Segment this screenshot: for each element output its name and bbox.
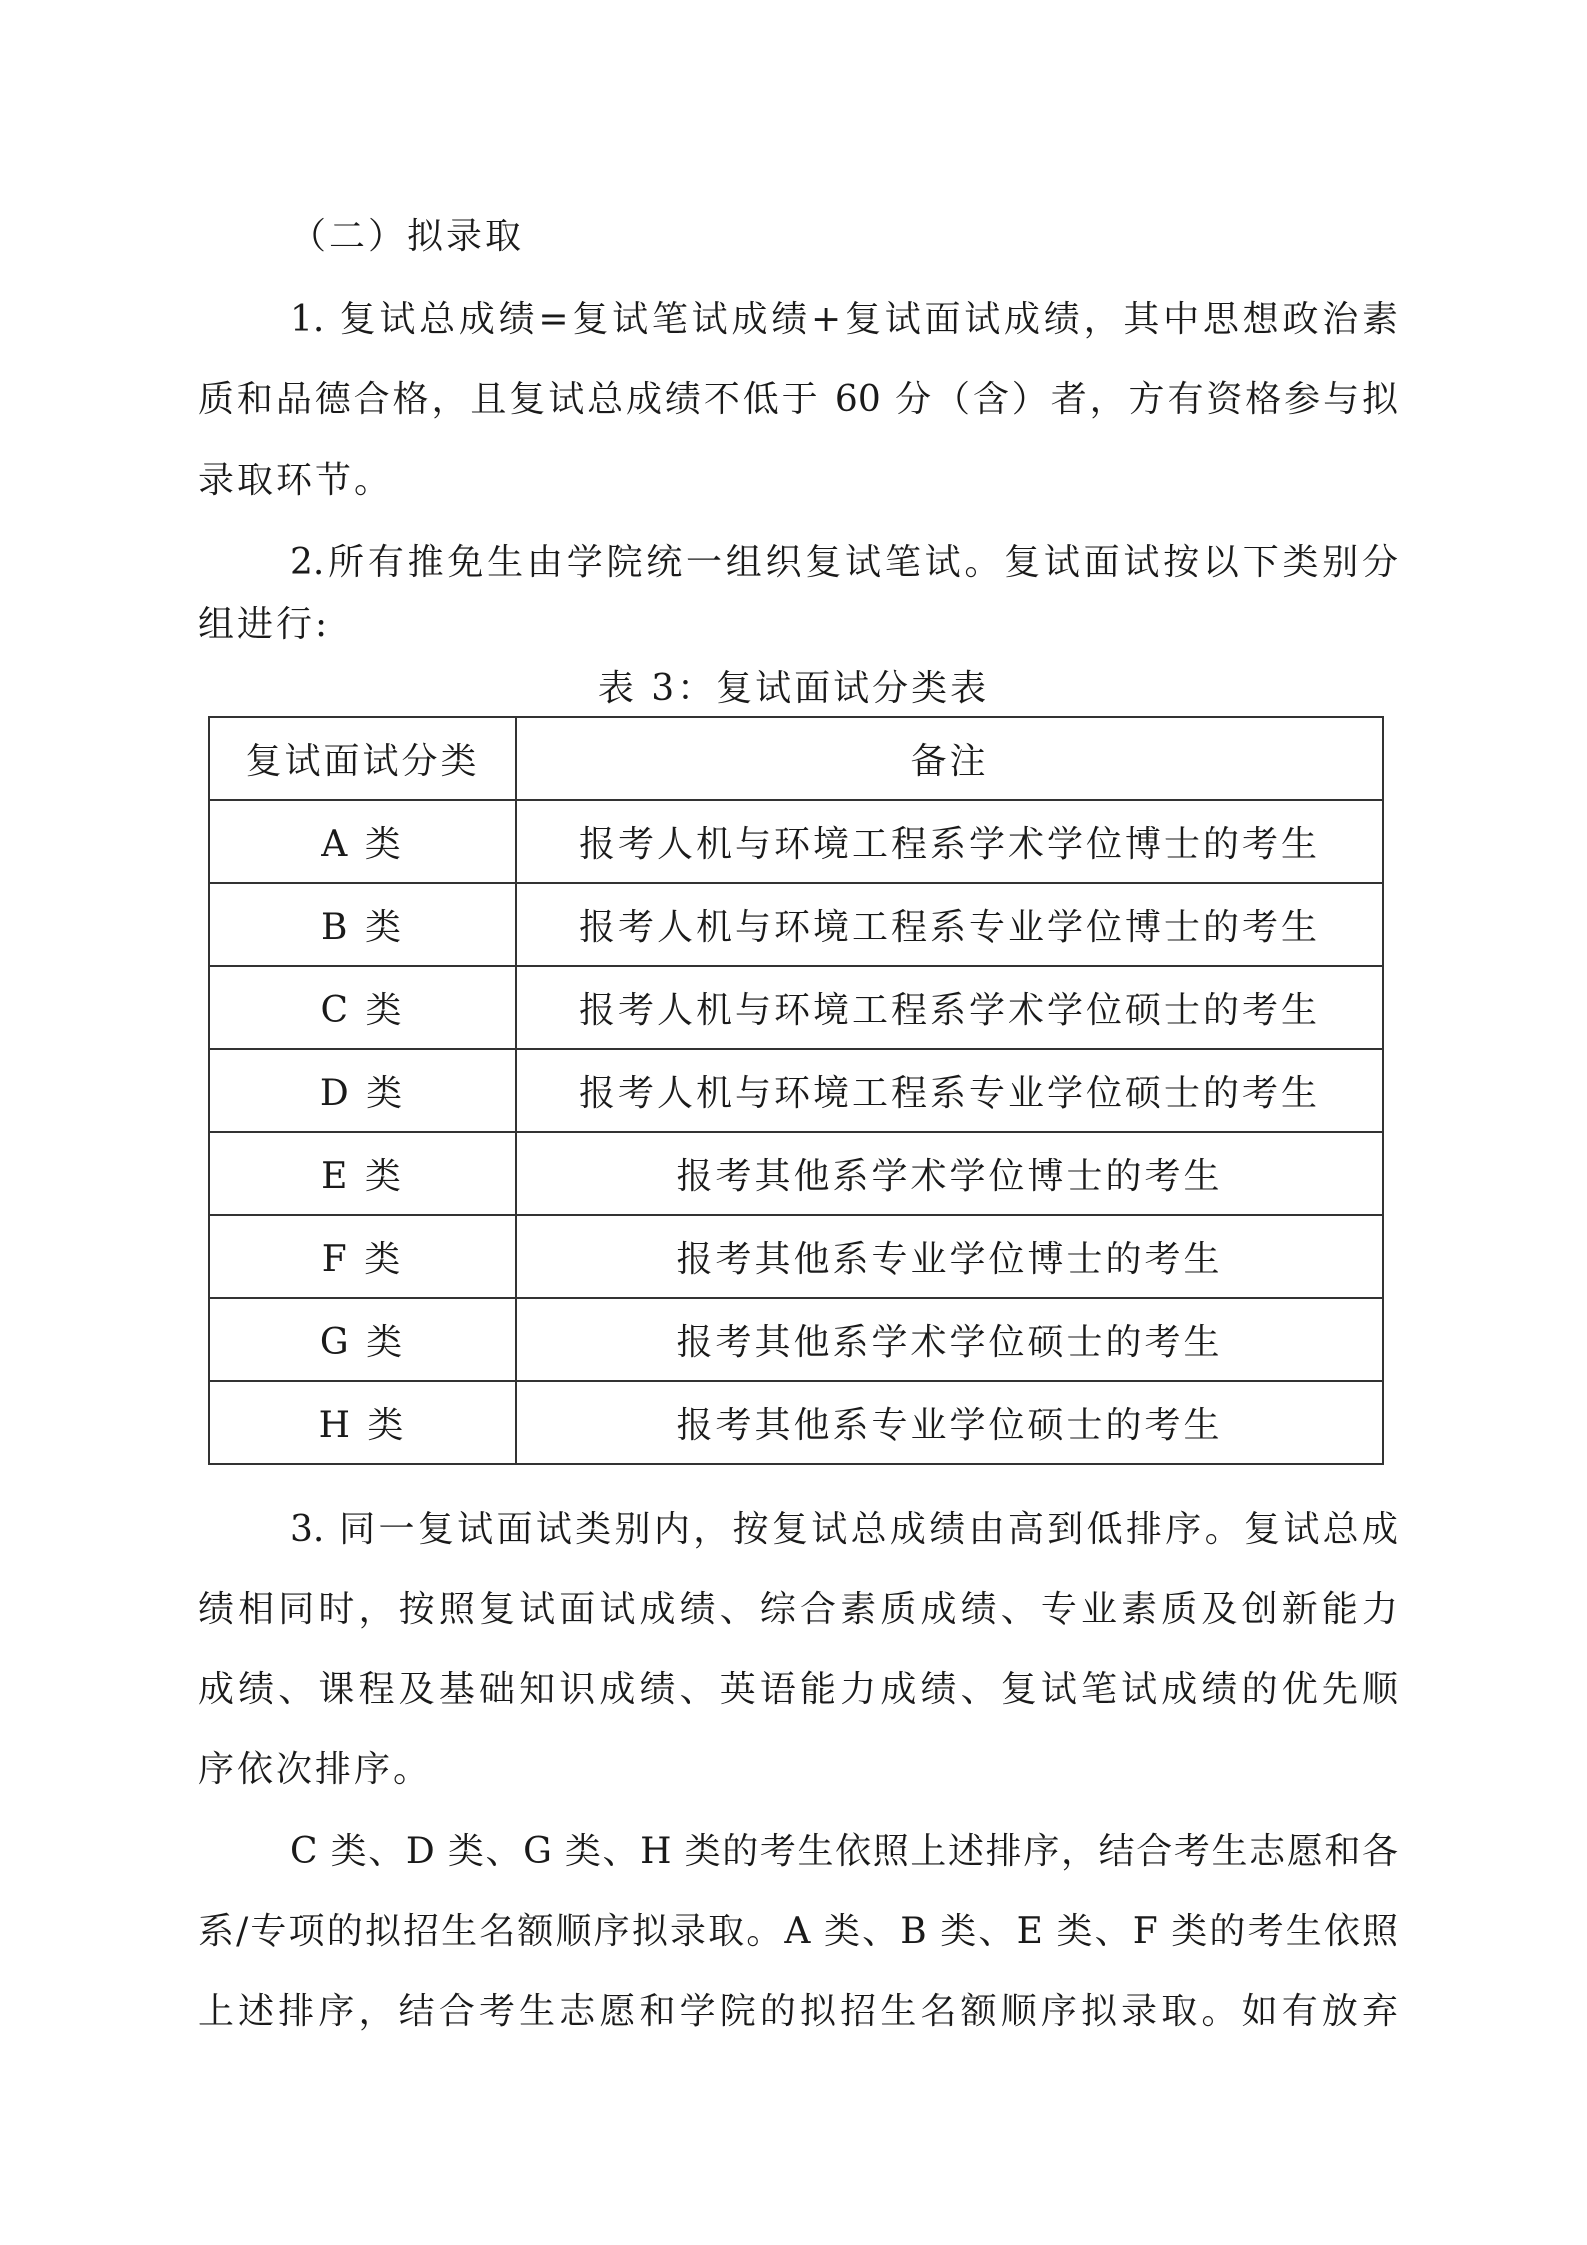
category-cell: G 类 [209, 1298, 516, 1381]
table-caption: 表 3：复试面试分类表 [597, 668, 990, 709]
table-row [209, 1049, 1383, 1132]
table-row [209, 966, 1383, 1049]
paragraph-1-line-3: 录取环节。 [198, 460, 394, 501]
header-remarks: 备注 [516, 717, 1383, 800]
section-heading: （二）拟录取 [290, 216, 525, 257]
remarks-cell: 报考其他系专业学位博士的考生 [516, 1215, 1383, 1298]
table-row [209, 800, 1383, 883]
remarks-cell: 报考人机与环境工程系专业学位博士的考生 [516, 883, 1383, 966]
paragraph-1-line-2: 质和品德合格，且复试总成绩不低于 60 分（含）者，方有资格参与拟 [198, 379, 1398, 420]
category-cell: C 类 [209, 966, 516, 1049]
remarks-cell: 报考其他系学术学位硕士的考生 [516, 1298, 1383, 1381]
interview-category-table [208, 716, 1384, 1465]
category-cell: D 类 [209, 1049, 516, 1132]
header-category: 复试面试分类 [209, 717, 516, 800]
paragraph-4-line-2: 系/专项的拟招生名额顺序拟录取。A 类、B 类、E 类、F 类的考生依照 [198, 1911, 1398, 1952]
category-cell: A 类 [209, 800, 516, 883]
paragraph-3-line-4: 序依次排序。 [198, 1749, 433, 1790]
category-cell: F 类 [209, 1215, 516, 1298]
table-row [209, 1132, 1383, 1215]
table-row [209, 1298, 1383, 1381]
paragraph-2-line-1: 2.所有推免生由学院统一组织复试笔试。复试面试按以下类别分 [290, 542, 1398, 583]
category-cell: B 类 [209, 883, 516, 966]
table-row [209, 1215, 1383, 1298]
table-row [209, 1381, 1383, 1464]
remarks-cell: 报考人机与环境工程系学术学位博士的考生 [516, 800, 1383, 883]
remarks-cell: 报考其他系学术学位博士的考生 [516, 1132, 1383, 1215]
table-header-row [209, 717, 1383, 800]
paragraph-3-line-3: 成绩、课程及基础知识成绩、英语能力成绩、复试笔试成绩的优先顺 [198, 1669, 1398, 1710]
paragraph-4-line-1: C 类、D 类、G 类、H 类的考生依照上述排序，结合考生志愿和各 [290, 1831, 1398, 1872]
category-cell: H 类 [209, 1381, 516, 1464]
table-row [209, 883, 1383, 966]
category-cell: E 类 [209, 1132, 516, 1215]
paragraph-3-line-2: 绩相同时，按照复试面试成绩、综合素质成绩、专业素质及创新能力 [198, 1589, 1398, 1630]
remarks-cell: 报考人机与环境工程系专业学位硕士的考生 [516, 1049, 1383, 1132]
paragraph-1-line-1: 1. 复试总成绩=复试笔试成绩+复试面试成绩，其中思想政治素 [290, 299, 1398, 340]
paragraph-4-line-3: 上述排序，结合考生志愿和学院的拟招生名额顺序拟录取。如有放弃 [198, 1991, 1398, 2032]
remarks-cell: 报考其他系专业学位硕士的考生 [516, 1381, 1383, 1464]
paragraph-2-line-2: 组进行: [198, 604, 331, 645]
remarks-cell: 报考人机与环境工程系学术学位硕士的考生 [516, 966, 1383, 1049]
paragraph-3-line-1: 3. 同一复试面试类别内，按复试总成绩由高到低排序。复试总成 [290, 1509, 1398, 1550]
